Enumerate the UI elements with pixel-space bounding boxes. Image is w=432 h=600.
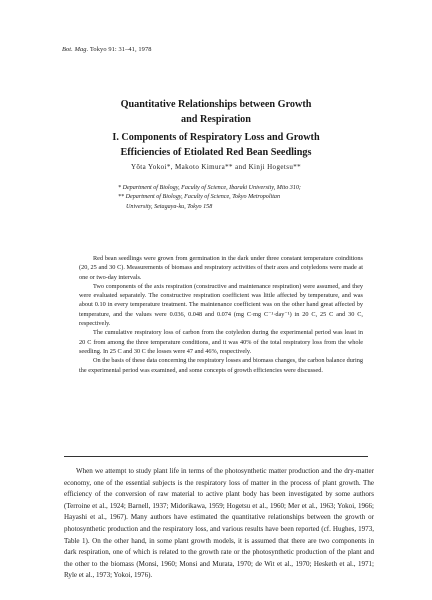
- affiliation-line: University, Setagaya-ku, Tokyo 158: [126, 203, 213, 210]
- title-line: and Respiration: [181, 114, 251, 125]
- body-text: [64, 466, 374, 582]
- body-paragraph: When we attempt to study plant life in terms of the photosynthetic matter production and the dry-matter economy, one of the essential subjects is the respiratory loss of matter in the process of plant growth. The efficiency of the conversion of raw material to active plant body has been investigated by some authors (Terroine et al., 1924; Barnell, 1937; Midorikawa, 1959; Hogetsu et al., 1960; Mer et al., 1963; Yokoi, 1966; Hayashi et al., 1967). Many authors have estimated the quantitative relationships between the growth or photosynthetic production and the respiratory loss, and various results have been reported (cf. Hughes, 1973, Table 1). On the other hand, in some plant growth models, it is assumed that there are two components in dark respiration, one of which is related to the growth rate or the photosynthetic production of the plant and the other to the biomass (Monsi, 1960; Monsi and Murata, 1970; de Wit et al., 1970; Hesketh et al., 1971; Ryle et al., 1973; Yokoi, 1976).: [64, 467, 374, 580]
- abstract-paragraph: Red bean seedlings were grown from germination in the dark under three constant temperature coinditions (20, 25 and 30 C). Measurements of biomass and respiratory activities of their axes and cotyledons were made at one or two-day intervals.: [79, 255, 363, 281]
- affiliation-line: * Department of Biology, Faculty of Science, Ibaraki University, Mito 310;: [118, 185, 301, 191]
- subtitle-line: I. Components of Respiratory Loss and Growth: [112, 132, 320, 143]
- journal-name: Bot. Mag.: [62, 46, 89, 53]
- abstract-paragraph: Two components of the axis respiration (constructive and maintenance respiration) were assumed, and they were evaluated separately. The constructive respiration coefficient was little affected by temperature, and was about 0.10 in every temperature treatment. The maintenance coefficient was on the other hand great affected by temperature, and the values were 0.036, 0.048 and 0.074 (mg C·mg C⁻¹·day⁻¹) in 20 C, 25 C and 30 C, respectively.: [79, 282, 363, 328]
- abstract-paragraph: On the basis of these data concerning the respiratory losses and biomass changes, the carbon balance during the experimental period was examined, and some concepts of growth efficiencies were discussed.: [79, 357, 363, 374]
- title-block: [40, 97, 392, 160]
- journal-reference: [62, 46, 152, 53]
- paper-title: [40, 97, 392, 127]
- affiliations: [118, 184, 368, 212]
- subtitle-line: Efficiencies of Etiolated Red Bean Seedlings: [120, 147, 312, 158]
- author-list: Yōta Yokoi*, Makoto Kimura** and Kinji Hogetsu**: [130, 163, 302, 171]
- section-divider: [64, 456, 368, 457]
- affiliation-line: ** Department of Biology, Faculty of Science, Tokyo Metropolitan: [118, 194, 281, 201]
- abstract: [79, 254, 363, 375]
- abstract-paragraph: The cumulative respiratory loss of carbon from the cotyledon during the experimental period was least in 20 C from among the three temperature conditions, and it was 40% of the total respiratory loss from the whole seedling. In 25 C and 30 C the losses were 47 and 46%, respectively.: [79, 329, 363, 355]
- journal-volume-pages: Tokyo 91: 31–41, 1978: [88, 46, 152, 53]
- paper-subtitle: [40, 130, 392, 160]
- title-line: Quantitative Relationships between Growth: [120, 99, 312, 110]
